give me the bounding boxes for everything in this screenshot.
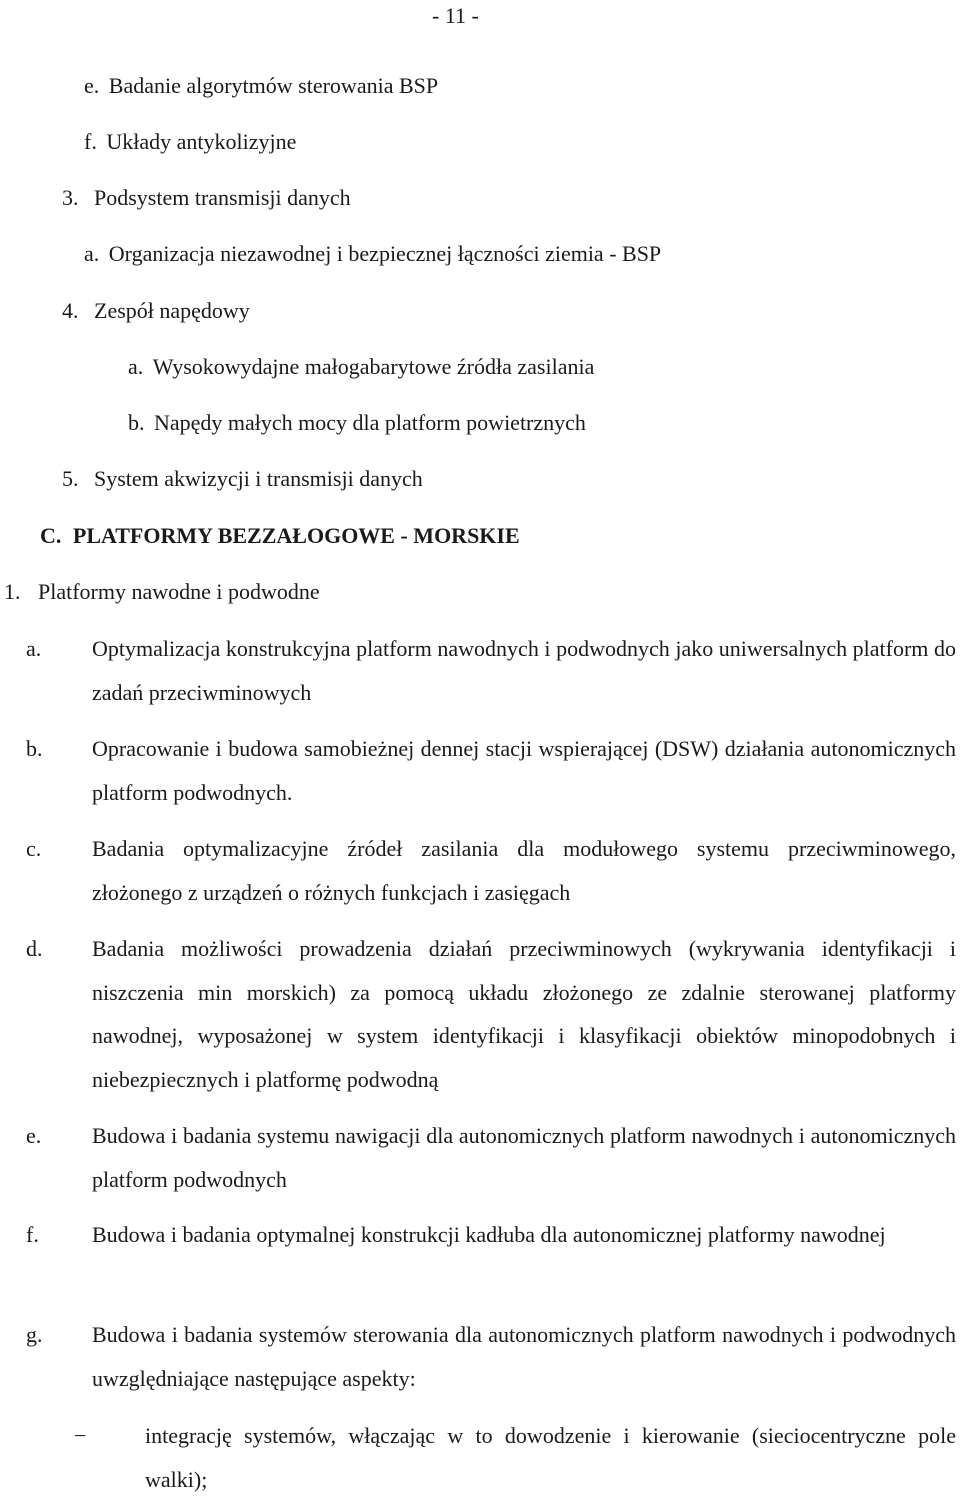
outline-text: System akwizycji i transmisji danych xyxy=(94,466,423,491)
list-item-label: e. xyxy=(26,1123,42,1148)
list-item-text: Badania optymalizacyjne źródeł zasilania dla modułowego systemu przeciwminowego, złożonego z urządzeń o różnych funkcjach i zasięgach xyxy=(92,836,956,905)
outline-line xyxy=(84,128,296,156)
list-item-label: g. xyxy=(26,1322,43,1347)
outline-text: Układy antykolizyjne xyxy=(106,129,297,154)
outline-label: e. xyxy=(84,73,100,98)
outline-label: b. xyxy=(128,410,145,435)
outline-line xyxy=(128,353,594,381)
outline-line xyxy=(62,297,250,325)
outline-label: 3. xyxy=(62,185,79,210)
outline-line xyxy=(62,184,351,212)
outline-line xyxy=(84,240,661,268)
outline-label: 4. xyxy=(62,298,79,323)
list-item-text: Budowa i badania systemów sterowania dla autonomicznych platform nawodnych i podwodnych uwzględniające następujące aspekty: xyxy=(92,1322,956,1391)
outline-line xyxy=(84,72,438,100)
outline-text: Napędy małych mocy dla platform powietrznych xyxy=(154,410,586,435)
list-item xyxy=(26,1321,956,1400)
list-item-text: Budowa i badania optymalnej konstrukcji kadłuba dla autonomicznej platformy nawodnej xyxy=(92,1222,886,1248)
section-heading xyxy=(40,522,520,550)
outline-text: Badanie algorytmów sterowania BSP xyxy=(108,73,439,98)
subsection-label: 1. xyxy=(4,579,21,604)
list-item-label: f. xyxy=(26,1222,39,1247)
outline-label: a. xyxy=(84,241,100,266)
page-number: - 11 - xyxy=(432,3,479,28)
list-item xyxy=(26,835,956,914)
outline-label: a. xyxy=(128,354,144,379)
outline-line xyxy=(62,465,423,493)
list-item xyxy=(26,735,956,814)
subsection-heading xyxy=(4,578,320,606)
outline-text: Podsystem transmisji danych xyxy=(94,185,351,210)
list-item-text: Optymalizacja konstrukcyjna platform nawodnych i podwodnych jako uniwersalnych platform do zadań przeciwminowych xyxy=(92,636,956,705)
list-item-text: Budowa i badania systemu nawigacji dla autonomicznych platform nawodnych i autonomicznych platform podwodnych xyxy=(92,1123,956,1192)
list-item xyxy=(26,635,956,714)
list-item-label: d. xyxy=(26,936,43,961)
list-item-label: c. xyxy=(26,836,42,861)
bullet-item xyxy=(74,1422,956,1501)
outline-text: Zespół napędowy xyxy=(94,298,250,323)
outline-line xyxy=(128,409,586,437)
list-item xyxy=(26,1122,956,1201)
list-item-text: Opracowanie i budowa samobieżnej dennej stacji wspierającej (DSW) działania autonomicznych platform podwodnych. xyxy=(92,736,956,805)
outline-text: Organizacja niezawodnej i bezpiecznej łączności ziemia - BSP xyxy=(108,241,662,266)
section-title: PLATFORMY BEZZAŁOGOWE - MORSKIE xyxy=(72,523,520,548)
list-item xyxy=(26,935,956,1101)
outline-text: Wysokowydajne małogabarytowe źródła zasilania xyxy=(152,354,595,379)
list-item xyxy=(26,1221,956,1257)
bullet-dash: − xyxy=(74,1423,87,1448)
outline-label: 5. xyxy=(62,466,79,491)
list-item-label: b. xyxy=(26,736,43,761)
outline-label: f. xyxy=(84,129,97,154)
bullet-text: integrację systemów, włączając w to dowodzenie i kierowanie (sieciocentryczne pole walki); xyxy=(145,1423,956,1492)
section-label: C. xyxy=(40,523,62,548)
list-item-label: a. xyxy=(26,636,42,661)
list-item-text: Badania możliwości prowadzenia działań przeciwminowych (wykrywania identyfikacji i niszczenia min morskich) za pomocą układu złożonego ze zdalnie sterowanej platformy nawodnej, wyposażonej w system identyfikacji i klasyfikacji obiektów minopodobnych i niebezpiecznych i platformę podwodną xyxy=(92,936,956,1092)
subsection-title: Platformy nawodne i podwodne xyxy=(38,579,320,604)
